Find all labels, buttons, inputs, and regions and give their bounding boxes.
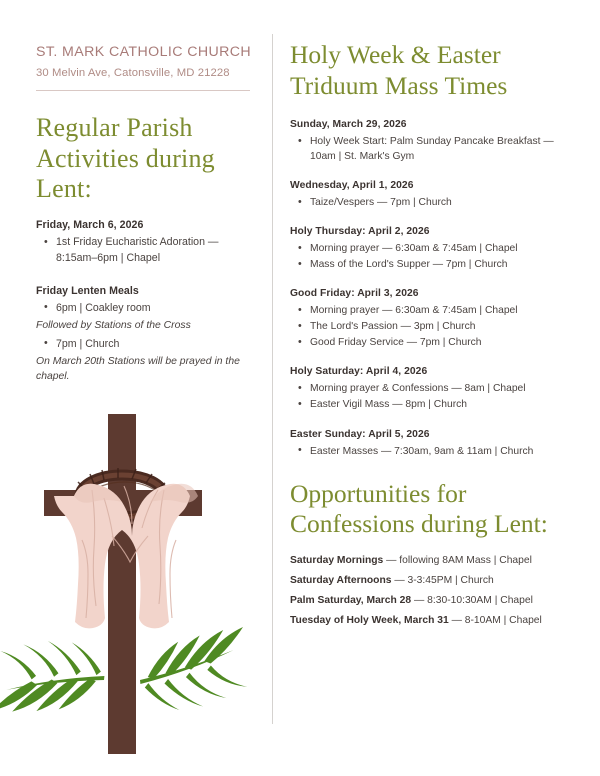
confession-detail: — 3-3:45PM | Church bbox=[394, 574, 494, 586]
spacer bbox=[36, 268, 250, 285]
schedule-section-3 bbox=[290, 288, 576, 350]
parish-name: ST. MARK CATHOLIC CHURCH bbox=[36, 44, 252, 60]
list-item: • Morning prayer & Confessions — 8am | Chapel bbox=[290, 381, 576, 396]
section-note-chapel: On March 20th Stations will be prayed in the chapel. bbox=[36, 355, 240, 382]
section-title: Good Friday: April 3, 2026 bbox=[290, 288, 419, 300]
spacer bbox=[290, 211, 576, 226]
list-item: • Mass of the Lord's Supper — 7pm | Church bbox=[290, 257, 576, 272]
list-item: • Taize/Vespers — 7pm | Church bbox=[290, 195, 576, 210]
list-item: • Morning prayer — 6:30am & 7:45am | Chapel bbox=[290, 241, 576, 256]
schedule-section-1 bbox=[290, 180, 576, 210]
section-note: Followed by Stations of the Cross bbox=[36, 319, 191, 331]
right-column bbox=[272, 0, 600, 776]
left-section-1 bbox=[36, 285, 250, 384]
section-items-continued bbox=[36, 337, 250, 353]
list-item: • 7pm | Church bbox=[36, 337, 250, 353]
list-item: • The Lord's Passion — 3pm | Church bbox=[290, 319, 576, 334]
confessions-list bbox=[290, 553, 576, 630]
list-item: • Easter Vigil Mass — 8pm | Church bbox=[290, 397, 576, 412]
section-title: Easter Sunday: April 5, 2026 bbox=[290, 428, 430, 440]
schedule-section-0 bbox=[290, 119, 576, 164]
section-title: Sunday, March 29, 2026 bbox=[290, 119, 407, 131]
parish-address: 30 Melvin Ave, Catonsville, MD 21228 bbox=[36, 67, 230, 79]
mass-times-schedule bbox=[290, 119, 576, 458]
list-item: • Good Friday Service — 7pm | Church bbox=[290, 335, 576, 350]
header-divider-rule bbox=[36, 90, 250, 91]
section-title: Holy Thursday: April 2, 2026 bbox=[290, 226, 430, 238]
confession-label: Saturday Afternoons bbox=[290, 574, 392, 586]
section-items bbox=[290, 241, 576, 272]
confessions-heading: Opportunities for Confessions during Lent: bbox=[290, 478, 548, 539]
left-column bbox=[0, 0, 272, 776]
list-item: • Holy Week Start: Palm Sunday Pancake Breakfast — 10am | St. Mark's Gym bbox=[290, 134, 576, 164]
list-item: • 6pm | Coakley room bbox=[36, 301, 250, 317]
section-items bbox=[290, 303, 576, 350]
confession-row bbox=[290, 573, 576, 590]
section-title: Friday, March 6, 2026 bbox=[36, 219, 144, 232]
confession-detail: — 8-10AM | Chapel bbox=[451, 615, 542, 627]
confession-row bbox=[290, 553, 576, 570]
schedule-section-4 bbox=[290, 366, 576, 412]
section-items bbox=[290, 195, 576, 210]
section-items bbox=[290, 134, 576, 164]
schedule-section-2 bbox=[290, 226, 576, 272]
spacer bbox=[290, 351, 576, 366]
confession-row bbox=[290, 593, 576, 610]
left-section-heading: Regular Parish Activities during Lent: bbox=[36, 113, 215, 204]
section-items bbox=[36, 235, 250, 267]
confession-label: Tuesday of Holy Week, March 31 bbox=[290, 615, 449, 627]
section-title: Wednesday, April 1, 2026 bbox=[290, 180, 414, 192]
confession-detail: — 8:30-10:30AM | Chapel bbox=[414, 595, 533, 607]
section-items bbox=[36, 301, 250, 317]
confession-row bbox=[290, 613, 576, 630]
section-items bbox=[290, 444, 576, 459]
spacer bbox=[290, 165, 576, 180]
cross-vertical-beam bbox=[108, 414, 136, 754]
list-item: • Morning prayer — 6:30am & 7:45am | Chapel bbox=[290, 303, 576, 318]
confession-label: Palm Saturday, March 28 bbox=[290, 595, 412, 607]
confession-label: Saturday Mornings bbox=[290, 554, 384, 566]
right-section-heading: Holy Week & Easter Triduum Mass Times bbox=[290, 40, 508, 100]
spacer bbox=[290, 414, 576, 429]
cross-illustration bbox=[0, 412, 272, 776]
section-title: Friday Lenten Meals bbox=[36, 284, 139, 297]
list-item: • 1st Friday Eucharistic Adoration — 8:15am–6pm | Chapel bbox=[36, 235, 250, 267]
section-title: Holy Saturday: April 4, 2026 bbox=[290, 366, 428, 378]
schedule-section-5 bbox=[290, 429, 576, 459]
left-section-0 bbox=[36, 219, 250, 267]
confession-detail: — following 8AM Mass | Chapel bbox=[386, 554, 532, 566]
left-schedule bbox=[36, 219, 250, 384]
spacer bbox=[290, 273, 576, 288]
list-item: • Easter Masses — 7:30am, 9am & 11am | Church bbox=[290, 444, 576, 459]
section-items bbox=[290, 381, 576, 412]
